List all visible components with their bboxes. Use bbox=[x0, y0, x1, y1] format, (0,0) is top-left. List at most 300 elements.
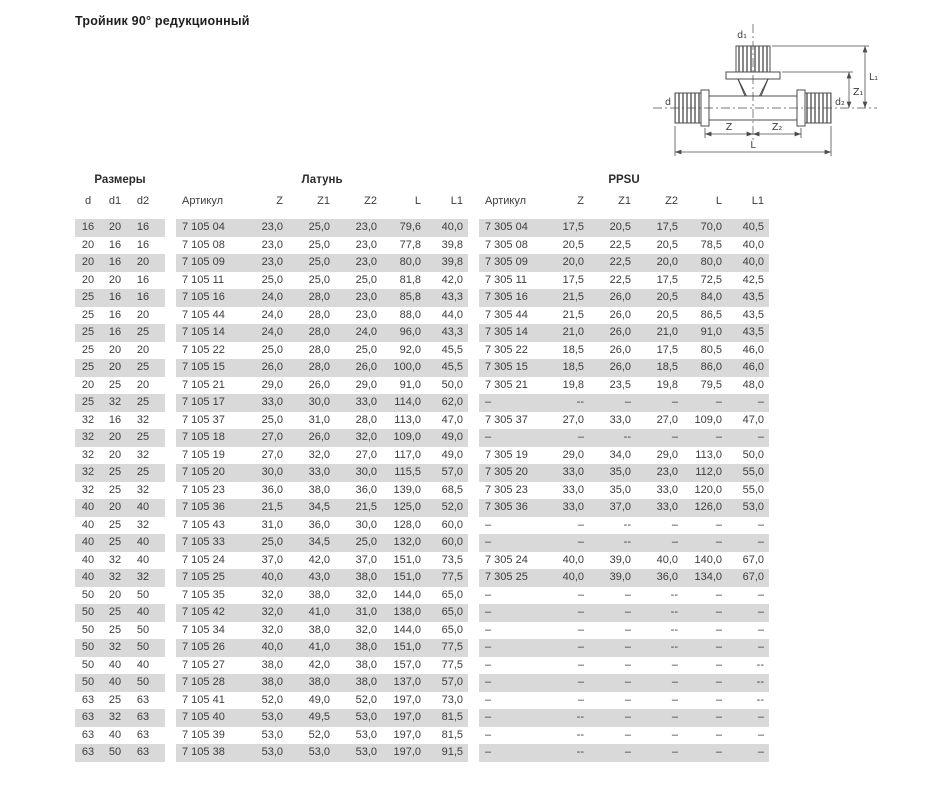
gap bbox=[468, 744, 479, 762]
gap bbox=[165, 534, 176, 552]
cell-d2: 25 bbox=[136, 326, 150, 338]
table-row bbox=[75, 272, 769, 290]
cell-d1: 25 bbox=[108, 623, 122, 636]
brass-cell-Z: 23,0 bbox=[261, 256, 283, 268]
ppsu-cell-L1: 46,0 bbox=[742, 343, 764, 356]
header-ppsu-L1: L1 bbox=[751, 195, 764, 207]
brass-cell-Артикул: 7 105 26 bbox=[182, 641, 225, 653]
ppsu-cell-L1: – bbox=[757, 396, 764, 408]
table-row bbox=[75, 377, 769, 395]
ppsu-cells bbox=[479, 482, 769, 500]
header-ppsu-L: L bbox=[715, 195, 722, 207]
label-d2: d₂ bbox=[835, 97, 845, 108]
ppsu-cell-Z1: 39,0 bbox=[609, 553, 631, 566]
brass-cell-L: 157,0 bbox=[393, 658, 421, 671]
brass-cell-Z1: 49,0 bbox=[308, 693, 330, 706]
cell-d1: 16 bbox=[108, 238, 122, 251]
cell-d2: 50 bbox=[136, 623, 150, 636]
ppsu-cells bbox=[479, 604, 769, 622]
table-row bbox=[75, 394, 769, 412]
header-ppsu-Z1: Z1 bbox=[618, 195, 631, 207]
ppsu-cell-Артикул: – bbox=[485, 711, 492, 723]
brass-cells bbox=[176, 412, 468, 430]
ppsu-cell-L: 112,0 bbox=[695, 466, 722, 478]
brass-cell-L: 91,0 bbox=[399, 378, 421, 391]
table-row bbox=[75, 289, 769, 307]
size-cells bbox=[75, 727, 165, 745]
table-row bbox=[75, 604, 769, 622]
brass-cell-L: 81,8 bbox=[399, 273, 421, 286]
ppsu-cell-Артикул: – bbox=[485, 606, 492, 618]
brass-cell-L: 132,0 bbox=[393, 536, 421, 548]
cell-d1: 25 bbox=[108, 483, 122, 496]
ppsu-cell-L: 84,0 bbox=[700, 291, 722, 303]
ppsu-cell-L: – bbox=[715, 746, 722, 758]
brass-cell-Z: 27,0 bbox=[261, 431, 283, 443]
ppsu-cell-Z: 17,5 bbox=[562, 221, 584, 233]
ppsu-cell-Z1: 37,0 bbox=[609, 501, 631, 513]
brass-cell-L1: 47,0 bbox=[441, 413, 463, 426]
brass-cell-Артикул: 7 105 24 bbox=[182, 553, 225, 566]
ppsu-cell-Z2: -- bbox=[670, 641, 678, 653]
brass-cell-Z: 21,5 bbox=[261, 501, 283, 513]
ppsu-cells bbox=[479, 307, 769, 325]
table-row bbox=[75, 534, 769, 552]
ppsu-cell-Z2: – bbox=[671, 536, 678, 548]
ppsu-cell-Артикул: 7 305 20 bbox=[485, 466, 528, 478]
cell-d2: 63 bbox=[136, 728, 150, 741]
ppsu-cells bbox=[479, 429, 769, 447]
ppsu-cell-Z2: 29,0 bbox=[656, 448, 678, 461]
brass-cell-L1: 91,5 bbox=[441, 746, 463, 758]
cell-d2: 50 bbox=[136, 588, 150, 601]
brass-cell-Артикул: 7 105 27 bbox=[182, 658, 225, 671]
ppsu-cell-Артикул: 7 305 37 bbox=[485, 413, 528, 426]
ppsu-cell-Z1: – bbox=[624, 693, 631, 706]
cell-d2: 16 bbox=[136, 221, 150, 233]
header-ppsu-Артикул: Артикул bbox=[485, 195, 527, 207]
ppsu-cell-L: 80,0 bbox=[700, 256, 722, 268]
cell-d2: 32 bbox=[136, 571, 150, 583]
ppsu-cell-L: 126,0 bbox=[694, 501, 722, 513]
gap bbox=[468, 587, 479, 605]
brass-cell-L1: 52,0 bbox=[441, 501, 463, 513]
ppsu-cell-Z: 18,5 bbox=[562, 361, 584, 373]
cell-d: 32 bbox=[81, 448, 95, 461]
ppsu-cells bbox=[479, 377, 769, 395]
ppsu-cells bbox=[479, 464, 769, 482]
gap bbox=[165, 552, 176, 570]
ppsu-cell-Артикул: 7 305 36 bbox=[485, 501, 528, 513]
gap bbox=[165, 604, 176, 622]
header-ppsu-Z: Z bbox=[577, 195, 584, 207]
group-label-sizes: Размеры bbox=[94, 174, 146, 186]
cell-d: 40 bbox=[81, 553, 95, 566]
table-row bbox=[75, 674, 769, 692]
ppsu-cell-Z: – bbox=[577, 431, 584, 443]
ppsu-cell-Z1: 20,5 bbox=[609, 221, 631, 233]
header-d2: d2 bbox=[136, 195, 150, 207]
ppsu-cells bbox=[479, 394, 769, 412]
brass-cell-Артикул: 7 105 11 bbox=[182, 273, 225, 286]
ppsu-cell-Артикул: 7 305 04 bbox=[485, 221, 528, 233]
ppsu-cell-Z2: -- bbox=[670, 606, 678, 618]
gap bbox=[165, 464, 176, 482]
ppsu-cell-Z1: -- bbox=[623, 431, 631, 443]
brass-cell-Z1: 41,0 bbox=[308, 606, 330, 618]
brass-cells bbox=[176, 324, 468, 342]
brass-cell-Z1: 38,0 bbox=[308, 588, 330, 601]
ppsu-cell-L: 86,0 bbox=[700, 361, 722, 373]
ppsu-cell-L1: 53,0 bbox=[742, 501, 764, 513]
ppsu-cells bbox=[479, 517, 769, 535]
group-label-brass: Латунь bbox=[301, 174, 343, 186]
brass-cell-Z: 24,0 bbox=[261, 326, 283, 338]
ppsu-cell-Z1: – bbox=[624, 658, 631, 671]
brass-cell-L1: 62,0 bbox=[441, 396, 463, 408]
brass-cell-Z2: 32,0 bbox=[355, 588, 377, 601]
brass-cell-L1: 68,5 bbox=[441, 483, 463, 496]
ppsu-cell-Z1: 26,0 bbox=[609, 308, 631, 321]
ppsu-cell-Z: 21,5 bbox=[562, 291, 584, 303]
ppsu-cell-Артикул: – bbox=[485, 728, 492, 741]
ppsu-cell-Z1: -- bbox=[623, 518, 631, 531]
header-d: d bbox=[84, 195, 92, 207]
brass-cell-Z2: 32,0 bbox=[355, 623, 377, 636]
brass-cell-L: 100,0 bbox=[393, 361, 421, 373]
ppsu-cell-L: 86,5 bbox=[700, 308, 722, 321]
brass-cells bbox=[176, 342, 468, 360]
gap bbox=[468, 272, 479, 290]
size-cells bbox=[75, 394, 165, 412]
ppsu-cells bbox=[479, 359, 769, 377]
tee-fitting-diagram bbox=[633, 16, 933, 168]
brass-cell-Артикул: 7 105 23 bbox=[182, 483, 225, 496]
brass-cells bbox=[176, 272, 468, 290]
cell-d1: 16 bbox=[108, 291, 122, 303]
ppsu-cell-L: 140,0 bbox=[694, 553, 722, 566]
ppsu-cell-Артикул: – bbox=[485, 658, 492, 671]
label-z: Z bbox=[725, 122, 733, 133]
size-cells bbox=[75, 499, 165, 517]
brass-cell-Z1: 38,0 bbox=[308, 483, 330, 496]
brass-cell-Артикул: 7 105 08 bbox=[182, 238, 225, 251]
brass-cell-L1: 57,0 bbox=[441, 676, 463, 688]
cell-d1: 25 bbox=[108, 518, 122, 531]
table-row bbox=[75, 552, 769, 570]
gap bbox=[468, 429, 479, 447]
ppsu-cell-Z2: 21,0 bbox=[656, 326, 678, 338]
brass-cells bbox=[176, 394, 468, 412]
group-label-ppsu: PPSU bbox=[608, 174, 640, 186]
ppsu-cell-Z: – bbox=[577, 606, 584, 618]
ppsu-cell-Z1: 22,5 bbox=[609, 273, 631, 286]
ppsu-cell-Z: 33,0 bbox=[562, 501, 584, 513]
brass-cell-Z2: 26,0 bbox=[355, 361, 377, 373]
brass-cell-Артикул: 7 105 28 bbox=[182, 676, 225, 688]
ppsu-cell-L: – bbox=[715, 641, 722, 653]
brass-cell-L1: 65,0 bbox=[441, 588, 463, 601]
gap bbox=[468, 622, 479, 640]
brass-cell-Z1: 34,5 bbox=[308, 536, 330, 548]
brass-cell-Z: 26,0 bbox=[261, 361, 283, 373]
brass-cell-L: 96,0 bbox=[399, 326, 421, 338]
brass-cell-Z2: 27,0 bbox=[355, 448, 377, 461]
gap bbox=[468, 394, 479, 412]
ppsu-cell-L1: 43,5 bbox=[742, 291, 764, 303]
ppsu-cell-L1: 40,5 bbox=[742, 221, 764, 233]
ppsu-cell-L1: -- bbox=[756, 658, 764, 671]
ppsu-cell-Z2: 33,0 bbox=[656, 501, 678, 513]
cell-d: 63 bbox=[81, 711, 95, 723]
brass-cell-Z2: 37,0 bbox=[355, 553, 377, 566]
cell-d: 63 bbox=[81, 728, 95, 741]
gap bbox=[468, 447, 479, 465]
brass-cells bbox=[176, 517, 468, 535]
ppsu-cell-L1: 46,0 bbox=[742, 361, 764, 373]
brass-column-headers bbox=[176, 190, 468, 212]
cell-d1: 40 bbox=[108, 658, 122, 671]
ppsu-cell-Z1: 26,0 bbox=[609, 291, 631, 303]
brass-cell-Z: 52,0 bbox=[261, 693, 283, 706]
ppsu-cell-Z1: 26,0 bbox=[609, 326, 631, 338]
ppsu-cells bbox=[479, 639, 769, 657]
cell-d: 50 bbox=[81, 623, 95, 636]
table-row bbox=[75, 307, 769, 325]
ppsu-cell-L1: – bbox=[757, 518, 764, 531]
ppsu-cell-Артикул: 7 305 19 bbox=[485, 448, 528, 461]
brass-cells bbox=[176, 709, 468, 727]
gap bbox=[165, 622, 176, 640]
gap bbox=[468, 342, 479, 360]
ppsu-cell-Артикул: 7 305 09 bbox=[485, 256, 528, 268]
ppsu-cell-L: 72,5 bbox=[700, 273, 722, 286]
size-cells bbox=[75, 639, 165, 657]
ppsu-cells bbox=[479, 534, 769, 552]
brass-cell-Z1: 26,0 bbox=[308, 378, 330, 391]
ppsu-cell-L1: 67,0 bbox=[742, 553, 764, 566]
cell-d2: 25 bbox=[136, 396, 150, 408]
ppsu-cells bbox=[479, 692, 769, 710]
ppsu-cell-Z1: 35,0 bbox=[609, 483, 631, 496]
brass-cell-L1: 45,5 bbox=[441, 361, 463, 373]
brass-cell-L: 128,0 bbox=[393, 518, 421, 531]
ppsu-cell-Z: -- bbox=[576, 711, 584, 723]
gap bbox=[468, 499, 479, 517]
cell-d1: 25 bbox=[108, 378, 122, 391]
size-cells bbox=[75, 604, 165, 622]
brass-cell-Z: 32,0 bbox=[261, 588, 283, 601]
gap bbox=[165, 744, 176, 762]
brass-cells bbox=[176, 219, 468, 237]
ppsu-cells bbox=[479, 622, 769, 640]
brass-cell-Z2: 38,0 bbox=[355, 571, 377, 583]
brass-cell-Z2: 21,5 bbox=[355, 501, 377, 513]
label-l: L bbox=[750, 140, 756, 151]
cell-d2: 63 bbox=[136, 693, 150, 706]
brass-cell-Артикул: 7 105 21 bbox=[182, 378, 225, 391]
cell-d: 25 bbox=[81, 361, 95, 373]
brass-cell-Артикул: 7 105 39 bbox=[182, 728, 225, 741]
label-d1: d₁ bbox=[737, 30, 747, 41]
cell-d: 16 bbox=[81, 221, 95, 233]
cell-d1: 25 bbox=[108, 536, 122, 548]
gap bbox=[165, 190, 176, 212]
table-row bbox=[75, 254, 769, 272]
gap bbox=[468, 604, 479, 622]
ppsu-cell-Z: 33,0 bbox=[562, 483, 584, 496]
ppsu-cell-Z: – bbox=[577, 693, 584, 706]
gap bbox=[468, 324, 479, 342]
size-column-headers bbox=[75, 190, 165, 212]
ppsu-cells bbox=[479, 412, 769, 430]
brass-cell-Артикул: 7 105 19 bbox=[182, 448, 225, 461]
size-cells bbox=[75, 482, 165, 500]
table-rows bbox=[75, 219, 769, 762]
brass-cell-Z: 23,0 bbox=[261, 221, 283, 233]
cell-d2: 32 bbox=[136, 483, 150, 496]
page-title: Тройник 90° редукционный bbox=[75, 14, 250, 28]
ppsu-cell-L1: 43,5 bbox=[742, 326, 764, 338]
ppsu-cell-Z2: – bbox=[671, 518, 678, 531]
ppsu-cell-Z1: – bbox=[624, 606, 631, 618]
brass-cell-Z: 40,0 bbox=[261, 571, 283, 583]
ppsu-cell-Z2: 33,0 bbox=[656, 483, 678, 496]
ppsu-cell-L1: 42,5 bbox=[742, 273, 764, 286]
brass-cell-Z: 40,0 bbox=[261, 641, 283, 653]
table-row bbox=[75, 219, 769, 237]
ppsu-cell-Z1: 35,0 bbox=[609, 466, 631, 478]
gap bbox=[165, 709, 176, 727]
size-cells bbox=[75, 272, 165, 290]
brass-cell-Z1: 53,0 bbox=[308, 746, 330, 758]
table-header-row bbox=[75, 190, 769, 212]
gap bbox=[165, 517, 176, 535]
brass-cell-Z: 32,0 bbox=[261, 623, 283, 636]
brass-cell-Z1: 31,0 bbox=[308, 413, 330, 426]
brass-cell-L: 117,0 bbox=[394, 448, 421, 461]
brass-cell-Артикул: 7 105 40 bbox=[182, 711, 225, 723]
cell-d1: 32 bbox=[108, 553, 122, 566]
ppsu-cell-L1: 40,0 bbox=[742, 256, 764, 268]
cell-d2: 40 bbox=[136, 501, 150, 513]
ppsu-cell-Артикул: – bbox=[485, 693, 492, 706]
brass-cell-L: 197,0 bbox=[393, 693, 421, 706]
ppsu-cell-L: – bbox=[715, 396, 722, 408]
gap bbox=[165, 657, 176, 675]
brass-cell-Артикул: 7 105 09 bbox=[182, 256, 225, 268]
ppsu-cell-Z2: 27,0 bbox=[656, 413, 678, 426]
ppsu-cell-Z2: 17,5 bbox=[656, 343, 678, 356]
brass-cell-Z: 24,0 bbox=[261, 308, 283, 321]
cell-d: 20 bbox=[81, 273, 95, 286]
brass-cell-L: 197,0 bbox=[393, 711, 421, 723]
brass-cell-Артикул: 7 105 15 bbox=[182, 361, 225, 373]
brass-cell-Артикул: 7 105 37 bbox=[182, 413, 225, 426]
gap bbox=[468, 219, 479, 237]
brass-cell-L: 125,0 bbox=[393, 501, 421, 513]
ppsu-cell-Z1: – bbox=[624, 396, 631, 408]
brass-cells bbox=[176, 377, 468, 395]
size-cells bbox=[75, 307, 165, 325]
ppsu-cell-Z2: 20,5 bbox=[656, 308, 678, 321]
table-row bbox=[75, 657, 769, 675]
brass-cell-Z: 53,0 bbox=[261, 746, 283, 758]
gap bbox=[468, 517, 479, 535]
ppsu-column-headers bbox=[479, 190, 769, 212]
ppsu-cell-L1: – bbox=[757, 623, 764, 636]
cell-d1: 40 bbox=[108, 676, 122, 688]
ppsu-cell-L: – bbox=[715, 728, 722, 741]
brass-cell-L: 79,6 bbox=[399, 221, 421, 233]
brass-cells bbox=[176, 447, 468, 465]
cell-d1: 20 bbox=[108, 588, 122, 601]
brass-cell-Z1: 36,0 bbox=[308, 518, 330, 531]
cell-d2: 32 bbox=[136, 518, 150, 531]
brass-cell-L: 88,0 bbox=[399, 308, 421, 321]
table-row bbox=[75, 622, 769, 640]
ppsu-cell-Z: – bbox=[577, 658, 584, 671]
ppsu-cell-Z1: 39,0 bbox=[609, 571, 631, 583]
ppsu-cell-Z2: – bbox=[671, 676, 678, 688]
brass-cells bbox=[176, 289, 468, 307]
ppsu-cell-Z2: – bbox=[671, 746, 678, 758]
brass-cell-Z1: 34,5 bbox=[308, 501, 330, 513]
cell-d1: 40 bbox=[108, 728, 122, 741]
ppsu-cell-L: 78,5 bbox=[700, 238, 722, 251]
brass-cell-L1: 49,0 bbox=[441, 448, 463, 461]
brass-cell-L: 114,0 bbox=[394, 396, 421, 408]
table-row bbox=[75, 587, 769, 605]
ppsu-cell-Артикул: 7 305 15 bbox=[485, 361, 528, 373]
ppsu-cell-Артикул: – bbox=[485, 623, 492, 636]
cell-d1: 20 bbox=[108, 448, 122, 461]
brass-cell-Z1: 32,0 bbox=[308, 448, 330, 461]
size-cells bbox=[75, 377, 165, 395]
label-z2: Z₂ bbox=[771, 122, 783, 133]
ppsu-cell-Z: -- bbox=[576, 728, 584, 741]
cell-d1: 20 bbox=[108, 273, 122, 286]
gap bbox=[165, 692, 176, 710]
ppsu-cells bbox=[479, 342, 769, 360]
ppsu-cell-L: – bbox=[715, 623, 722, 636]
brass-cell-Z2: 31,0 bbox=[355, 606, 377, 618]
ppsu-cell-Z1: – bbox=[624, 676, 631, 688]
brass-cell-L: 197,0 bbox=[393, 728, 421, 741]
ppsu-cells bbox=[479, 324, 769, 342]
brass-cell-L1: 65,0 bbox=[441, 623, 463, 636]
ppsu-cell-Артикул: – bbox=[485, 431, 492, 443]
size-cells bbox=[75, 552, 165, 570]
gap bbox=[165, 674, 176, 692]
ppsu-cell-Z2: – bbox=[671, 711, 678, 723]
header-brass-Z1: Z1 bbox=[317, 195, 330, 207]
brass-cell-Z2: 30,0 bbox=[355, 518, 377, 531]
gap bbox=[468, 464, 479, 482]
brass-cell-Z1: 25,0 bbox=[308, 273, 330, 286]
brass-cell-L: 139,0 bbox=[393, 483, 421, 496]
cell-d1: 16 bbox=[108, 326, 122, 338]
ppsu-cells bbox=[479, 447, 769, 465]
ppsu-cell-Z2: 18,5 bbox=[656, 361, 678, 373]
size-cells bbox=[75, 744, 165, 762]
gap bbox=[165, 727, 176, 745]
ppsu-cell-L1: 43,5 bbox=[742, 308, 764, 321]
gap bbox=[468, 237, 479, 255]
ppsu-cell-Z1: – bbox=[624, 623, 631, 636]
brass-cell-Z: 25,0 bbox=[261, 273, 283, 286]
gap bbox=[468, 377, 479, 395]
